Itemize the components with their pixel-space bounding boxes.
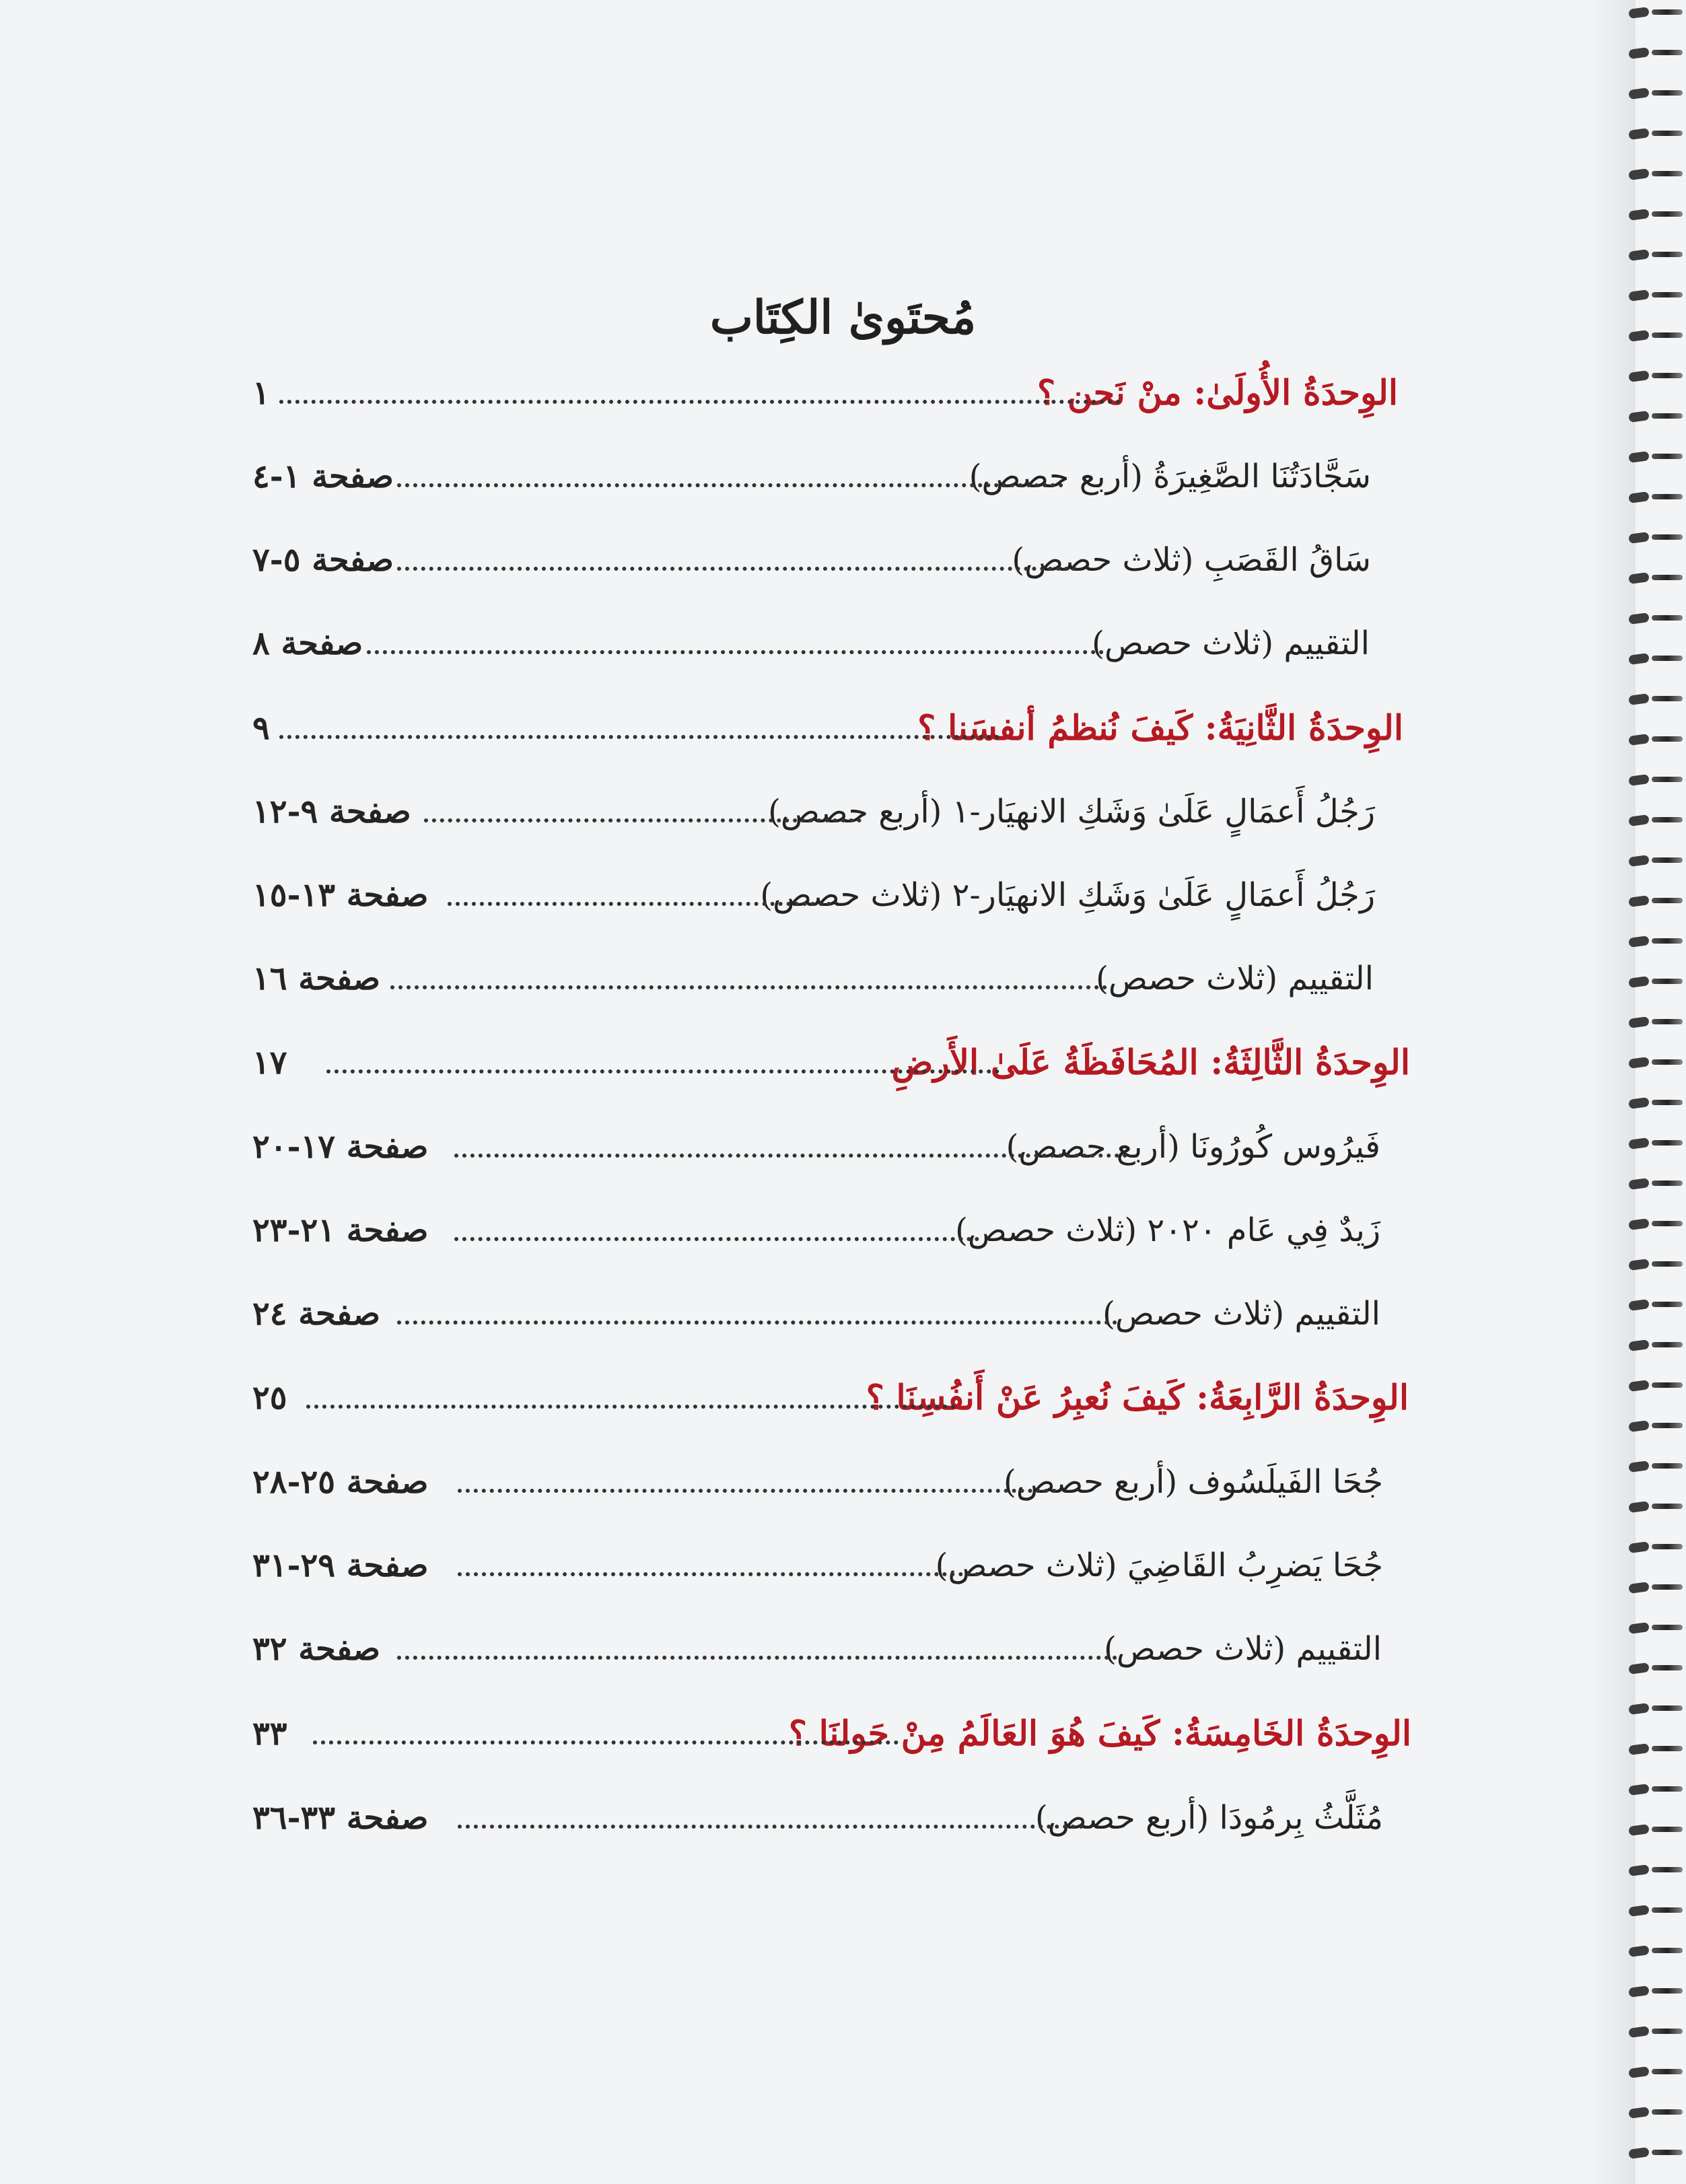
spiral-coil-icon xyxy=(1629,734,1684,744)
toc-lesson-title: التقييم (ثلاث حصص) xyxy=(1092,625,1370,662)
spiral-coil-icon xyxy=(1629,1380,1684,1390)
toc-lesson-1 xyxy=(252,444,1371,509)
toc-lesson-title: فَيرُوس كُورُونَا (أربع حصص) xyxy=(1006,1128,1380,1166)
toc-unit-title: الوِحدَةُ الرَّابِعَةُ: كَيفَ نُعبِرُ عَنْ أَنفُسِنَا ؟ xyxy=(866,1378,1409,1418)
toc-lesson-2 xyxy=(252,528,1371,592)
dotted-leader xyxy=(367,650,1104,654)
spiral-coil-icon xyxy=(1629,1985,1684,1996)
toc-lesson-9 xyxy=(252,1281,1380,1346)
spiral-coil-icon xyxy=(1629,572,1684,583)
toc-page-reference: صفحة ٨ xyxy=(252,625,363,662)
spiral-coil-icon xyxy=(1629,693,1684,704)
toc-page-number: ٢٥ xyxy=(252,1379,287,1417)
dotted-leader xyxy=(279,735,999,739)
toc-lesson-title: جُحَا يَضرِبُ القَاضِيَ (ثلاث حصص) xyxy=(935,1547,1383,1584)
dotted-leader xyxy=(458,1825,1084,1829)
toc-lesson-title: زَيدٌ فِي عَام ٢٠٢٠ (ثلاث حصص) xyxy=(955,1211,1380,1249)
toc-lesson-4 xyxy=(252,779,1375,844)
spiral-coil-icon xyxy=(1629,330,1684,341)
spiral-coil-icon xyxy=(1629,249,1684,260)
toc-page-reference: صفحة ٢١-٢٣ xyxy=(252,1211,429,1249)
spiral-coil-icon xyxy=(1629,774,1684,785)
spiral-coil-icon xyxy=(1629,653,1684,664)
dotted-leader xyxy=(306,1405,956,1409)
dotted-leader xyxy=(397,1656,1117,1660)
spiral-coil-icon xyxy=(1629,1259,1684,1269)
spiral-coil-icon xyxy=(1629,1945,1684,1956)
dotted-leader xyxy=(448,902,831,906)
spiral-coil-icon xyxy=(1629,1905,1684,1915)
spiral-coil-icon xyxy=(1629,2147,1684,2158)
spiral-coil-icon xyxy=(1629,1057,1684,1067)
toc-lesson-10 xyxy=(252,1450,1383,1514)
dotted-leader xyxy=(458,1489,1057,1493)
spiral-coil-icon xyxy=(1629,1784,1684,1794)
spiral-coil-icon xyxy=(1629,855,1684,866)
toc-lesson-title: التقييم (ثلاث حصص) xyxy=(1104,1630,1382,1668)
dotted-leader xyxy=(424,818,862,822)
toc-lesson-title: جُحَا الفَيلَسُوف (أربع حصص) xyxy=(1003,1463,1383,1501)
spiral-coil-icon xyxy=(1629,411,1684,421)
spiral-coil-icon xyxy=(1629,1662,1684,1673)
spiral-coil-icon xyxy=(1629,1864,1684,1875)
toc-unit-title: الوِحدَةُ الأُولَىٰ: منْ نَحن ؟ xyxy=(1037,373,1398,413)
spiral-coil-icon xyxy=(1629,289,1684,300)
toc-unit-4 xyxy=(252,1366,1409,1430)
spiral-coil-icon xyxy=(1629,1420,1684,1431)
spiral-coil-icon xyxy=(1629,2107,1684,2117)
toc-lesson-title: سَاقُ القَصَبِ (ثلاث حصص) xyxy=(1012,541,1371,579)
toc-page-number: ١ xyxy=(252,374,270,412)
spiral-coil-icon xyxy=(1629,1582,1684,1592)
toc-lesson-title: رَجُلُ أَعمَالٍ عَلَىٰ وَشَكِ الانهيَار-١ (أربع حصص) xyxy=(768,793,1375,831)
spiral-coil-icon xyxy=(1629,1501,1684,1512)
spiral-coil-icon xyxy=(1629,47,1684,58)
spiral-binding xyxy=(1629,0,1686,2184)
spiral-coil-icon xyxy=(1629,370,1684,381)
toc-page-reference: صفحة ٣٣-٣٦ xyxy=(252,1799,429,1837)
toc-unit-1 xyxy=(252,361,1398,425)
toc-page-reference: صفحة ١٧-٢٠ xyxy=(252,1128,429,1166)
toc-lesson-6 xyxy=(252,946,1374,1011)
toc-page-reference: صفحة ٥-٧ xyxy=(252,541,394,579)
toc-unit-3 xyxy=(252,1030,1410,1095)
toc-page-number: ٣٣ xyxy=(252,1715,287,1753)
toc-unit-title: الوِحدَةُ الثَّالِثَةُ: المُحَافَظَةُ عَلَىٰ الأَرضِ xyxy=(891,1043,1410,1083)
dotted-leader xyxy=(458,1572,979,1576)
toc-lesson-13 xyxy=(252,1786,1383,1850)
spiral-coil-icon xyxy=(1629,1178,1684,1189)
spiral-coil-icon xyxy=(1629,1016,1684,1027)
page-title: مُحتَوىٰ الكِتَاب xyxy=(709,291,977,345)
spiral-coil-icon xyxy=(1629,209,1684,219)
spiral-coil-icon xyxy=(1629,2066,1684,2077)
toc-page-reference: صفحة ٩-١٢ xyxy=(252,793,411,831)
toc-page-reference: صفحة ١-٤ xyxy=(252,458,394,495)
toc-page-reference: صفحة ٢٤ xyxy=(252,1295,381,1333)
toc-page-number: ٩ xyxy=(252,709,270,747)
spiral-coil-icon xyxy=(1629,936,1684,946)
toc-lesson-5 xyxy=(252,863,1375,927)
spiral-coil-icon xyxy=(1629,451,1684,462)
spiral-coil-icon xyxy=(1629,491,1684,502)
toc-lesson-12 xyxy=(252,1617,1382,1681)
spiral-coil-icon xyxy=(1629,532,1684,542)
dotted-leader xyxy=(313,1740,899,1745)
toc-page-reference: صفحة ٣٢ xyxy=(252,1630,381,1668)
spiral-coil-icon xyxy=(1629,7,1684,17)
toc-lesson-8 xyxy=(252,1198,1380,1263)
spiral-coil-icon xyxy=(1629,895,1684,906)
toc-lesson-11 xyxy=(252,1533,1383,1598)
toc-lesson-title: رَجُلُ أَعمَالٍ عَلَىٰ وَشَكِ الانهيَار-٢ (ثلاث حصص) xyxy=(760,876,1375,914)
toc-page-reference: صفحة ٢٥-٢٨ xyxy=(252,1463,429,1501)
spiral-coil-icon xyxy=(1629,814,1684,825)
toc-lesson-title: مُثَلَّثُ بِرمُودَا (أربع حصص) xyxy=(1034,1799,1383,1837)
dotted-leader xyxy=(397,567,1077,571)
spiral-coil-icon xyxy=(1629,168,1684,179)
dotted-leader xyxy=(390,985,1107,989)
toc-page-number: ١٧ xyxy=(252,1044,287,1082)
spiral-coil-icon xyxy=(1629,1541,1684,1552)
dotted-leader xyxy=(397,483,1063,487)
spiral-coil-icon xyxy=(1629,1460,1684,1471)
toc-lesson-title: التقييم (ثلاث حصص) xyxy=(1102,1295,1380,1333)
spiral-coil-icon xyxy=(1629,1824,1684,1835)
spiral-coil-icon xyxy=(1629,1743,1684,1754)
spiral-coil-icon xyxy=(1629,1622,1684,1633)
spiral-coil-icon xyxy=(1629,1137,1684,1148)
dotted-leader xyxy=(454,1237,979,1241)
spiral-coil-icon xyxy=(1629,612,1684,623)
spiral-coil-icon xyxy=(1629,1097,1684,1108)
spiral-coil-icon xyxy=(1629,2026,1684,2037)
spiral-coil-icon xyxy=(1629,128,1684,139)
dotted-leader xyxy=(454,1154,1127,1158)
toc-unit-2 xyxy=(252,696,1403,761)
dotted-leader xyxy=(326,1069,999,1073)
toc-lesson-7 xyxy=(252,1115,1380,1179)
spiral-coil-icon xyxy=(1629,1703,1684,1714)
toc-unit-title: الوِحدَةُ الخَامِسَةُ: كَيفَ هُوَ العَالَمُ مِنْ حَولنَا ؟ xyxy=(788,1714,1411,1754)
toc-unit-5 xyxy=(252,1701,1411,1766)
toc-page-reference: صفحة ١٣-١٥ xyxy=(252,876,429,914)
spiral-coil-icon xyxy=(1629,1299,1684,1310)
spiral-coil-icon xyxy=(1629,1218,1684,1229)
toc-unit-title: الوِحدَةُ الثَّانِيَةُ: كَيفَ نُنظمُ أنفسَنا ؟ xyxy=(917,708,1403,748)
toc-page-reference: صفحة ١٦ xyxy=(252,960,381,997)
spiral-coil-icon xyxy=(1629,976,1684,987)
toc-lesson-title: سَجَّادَتُنَا الصَّغِيرَةُ (أربع حصص) xyxy=(969,458,1371,495)
dotted-leader xyxy=(397,1320,1117,1325)
spiral-coil-icon xyxy=(1629,1339,1684,1350)
spiral-coil-icon xyxy=(1629,87,1684,98)
toc-lesson-title: التقييم (ثلاث حصص) xyxy=(1096,960,1374,997)
dotted-leader xyxy=(279,400,1121,404)
toc-lesson-3 xyxy=(252,611,1370,676)
toc-page-reference: صفحة ٢٩-٣١ xyxy=(252,1547,429,1584)
